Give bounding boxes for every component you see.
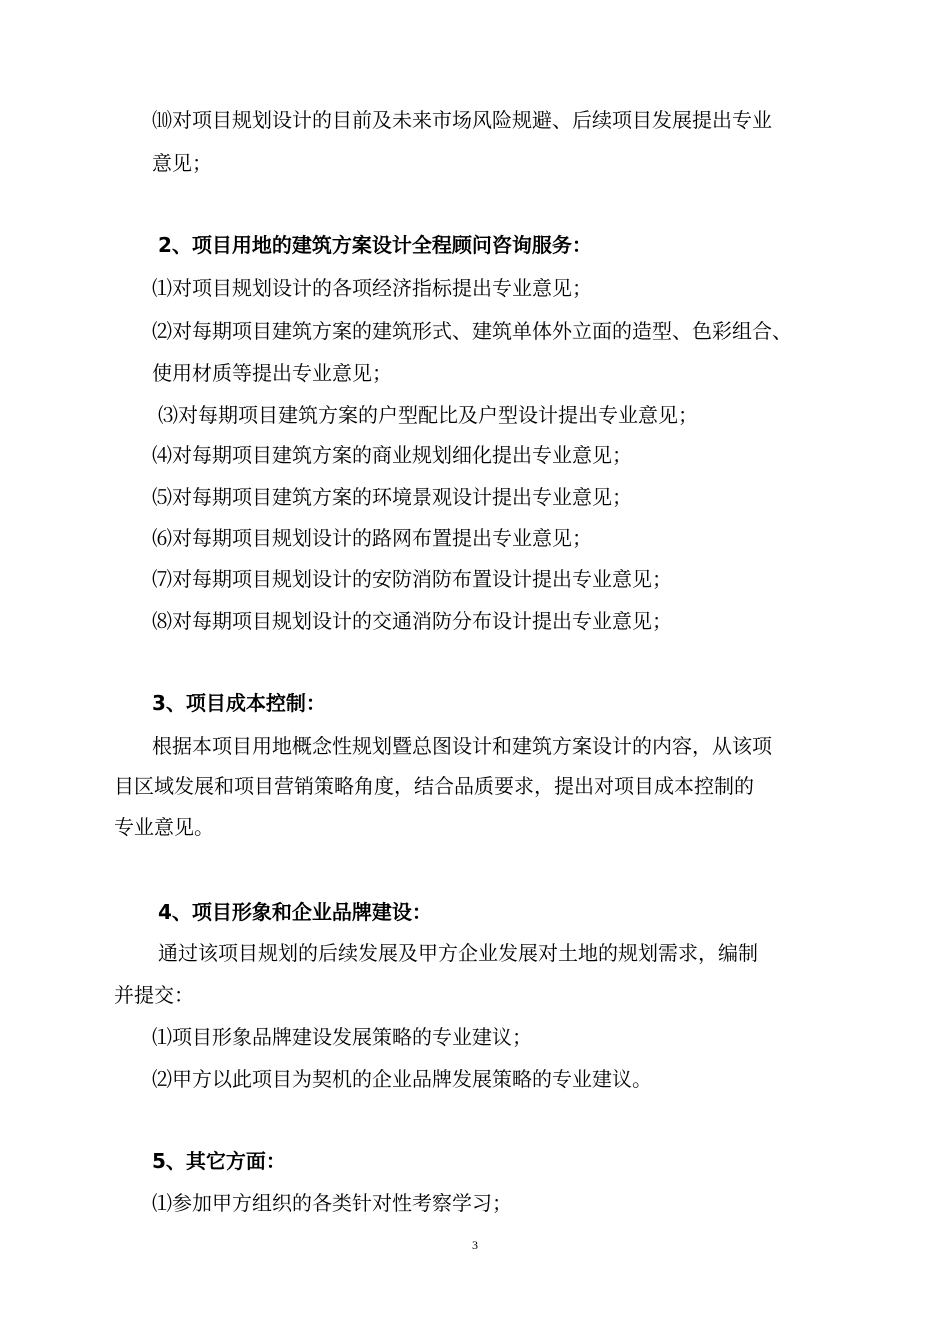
item-10-line-2: 意见； [152, 151, 212, 175]
page-number: 3 [472, 1238, 478, 1252]
section-2-item: ⑸对每期项目建筑方案的环境景观设计提出专业意见； [152, 485, 632, 509]
section-4-heading: 4、项目形象和企业品牌建设： [158, 900, 432, 924]
section-2-item: ⑶对每期项目建筑方案的户型配比及户型设计提出专业意见； [158, 403, 698, 427]
section-3-heading: 3、项目成本控制： [152, 691, 326, 715]
section-2-item: ⑷对每期项目建筑方案的商业规划细化提出专业意见； [152, 443, 632, 467]
section-4-paragraph-line: 通过该项目规划的后续发展及甲方企业发展对土地的规划需求，编制 [158, 941, 758, 965]
section-4-item: ⑴项目形象品牌建设发展策略的专业建议； [152, 1025, 532, 1049]
section-2-item: ⑻对每期项目规划设计的交通消防分布设计提出专业意见； [152, 609, 672, 633]
section-2-item: ⑴对项目规划设计的各项经济指标提出专业意见； [152, 276, 592, 300]
section-2-item: ⑺对每期项目规划设计的安防消防布置设计提出专业意见； [152, 567, 672, 591]
section-4-paragraph-line: 并提交： [114, 983, 194, 1007]
section-3-paragraph-line: 目区域发展和项目营销策略角度，结合品质要求，提出对项目成本控制的 [114, 774, 754, 798]
section-3-paragraph-line: 根据本项目用地概念性规划暨总图设计和建筑方案设计的内容，从该项 [152, 734, 772, 758]
section-2-item: ⑵对每期项目建筑方案的建筑形式、建筑单体外立面的造型、色彩组合、 [152, 319, 792, 343]
section-4-item: ⑵甲方以此项目为契机的企业品牌发展策略的专业建议。 [152, 1067, 652, 1091]
item-10-line-1: ⑽对项目规划设计的目前及未来市场风险规避、后续项目发展提出专业 [152, 108, 772, 132]
section-2-item: ⑹对每期项目规划设计的路网布置提出专业意见； [152, 526, 592, 550]
section-5-heading: 5、其它方面： [152, 1149, 286, 1173]
section-2-heading: 2、项目用地的建筑方案设计全程顾问咨询服务： [158, 233, 592, 257]
section-5-item: ⑴参加甲方组织的各类针对性考察学习； [152, 1191, 512, 1215]
section-2-item: 使用材质等提出专业意见； [152, 361, 392, 385]
section-3-paragraph-line: 专业意见。 [114, 815, 214, 839]
